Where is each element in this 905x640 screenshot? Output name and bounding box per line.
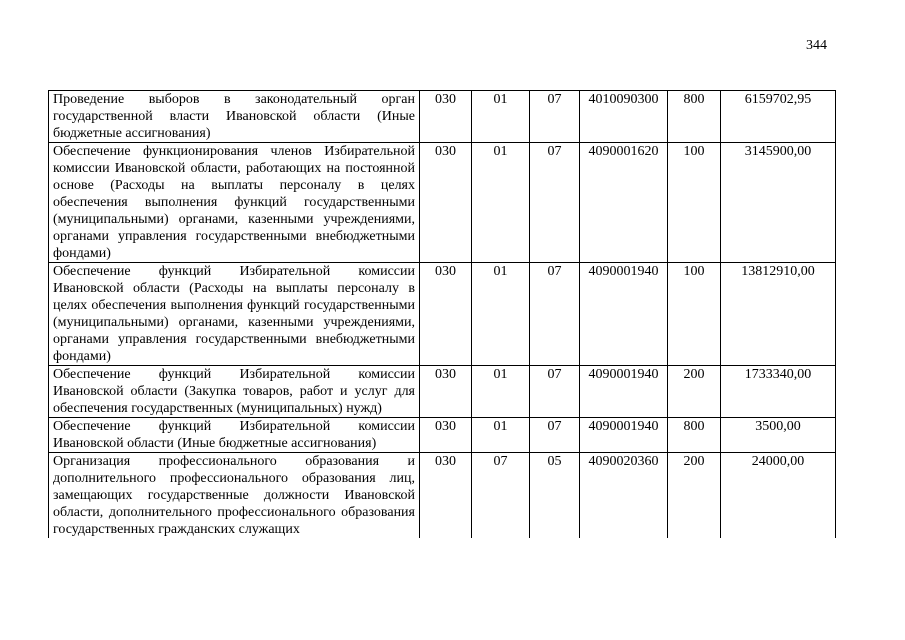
- section-code: 01: [472, 366, 530, 418]
- section-code: 01: [472, 263, 530, 366]
- expense-type-code: 800: [668, 91, 721, 143]
- subsection-code: 05: [530, 453, 580, 539]
- section-code: 07: [472, 453, 530, 539]
- row-description: Проведение выборов в законодательный орган государственной власти Ивановской области (Иные бюджетные ассигнования): [49, 91, 420, 143]
- table-row: [49, 263, 836, 366]
- subsection-code: 07: [530, 366, 580, 418]
- row-description: Обеспечение функций Избирательной комиссии Ивановской области (Закупка товаров, работ и услуг для обеспечения государственных (муниципальных) нужд): [49, 366, 420, 418]
- target-article-code: 4090020360: [580, 453, 668, 539]
- table-row: [49, 453, 836, 539]
- target-article-code: 4090001940: [580, 263, 668, 366]
- expense-type-code: 100: [668, 263, 721, 366]
- row-description: Обеспечение функций Избирательной комиссии Ивановской области (Расходы на выплаты персоналу в целях обеспечения выполнения функций государственными (муниципальными) органами, казенными учреждениями, органами управления государственными внебюджетными фондами): [49, 263, 420, 366]
- subsection-code: 07: [530, 91, 580, 143]
- admin-code: 030: [420, 263, 472, 366]
- table-row: [49, 143, 836, 263]
- admin-code: 030: [420, 366, 472, 418]
- section-code: 01: [472, 91, 530, 143]
- amount: 6159702,95: [721, 91, 836, 143]
- target-article-code: 4090001940: [580, 366, 668, 418]
- expense-type-code: 200: [668, 366, 721, 418]
- expense-type-code: 800: [668, 418, 721, 453]
- page-number: 344: [806, 38, 827, 53]
- admin-code: 030: [420, 453, 472, 539]
- amount: 13812910,00: [721, 263, 836, 366]
- table-row: [49, 418, 836, 453]
- row-description-text: Организация профессионального образования и дополнительного профессионального образования лиц, замещающих государственные должности Ивановской области, дополнительного профессионального образования государственных гражданских служащих: [53, 454, 415, 537]
- amount: 24000,00: [721, 453, 836, 539]
- amount: 3145900,00: [721, 143, 836, 263]
- target-article-code: 4010090300: [580, 91, 668, 143]
- subsection-code: 07: [530, 418, 580, 453]
- expense-type-code: 200: [668, 453, 721, 539]
- section-code: 01: [472, 418, 530, 453]
- amount: 3500,00: [721, 418, 836, 453]
- admin-code: 030: [420, 143, 472, 263]
- subsection-code: 07: [530, 143, 580, 263]
- target-article-code: 4090001620: [580, 143, 668, 263]
- table-row: [49, 91, 836, 143]
- row-description: Обеспечение функций Избирательной комиссии Ивановской области (Иные бюджетные ассигнования): [49, 418, 420, 453]
- target-article-code: 4090001940: [580, 418, 668, 453]
- table-row: [49, 366, 836, 418]
- row-description: [49, 453, 420, 539]
- budget-table: [48, 90, 836, 538]
- row-description: Обеспечение функционирования членов Избирательной комиссии Ивановской области, работающих на постоянной основе (Расходы на выплаты персоналу в целях обеспечения выполнения функций государственными (муниципальными) органами, казенными учреждениями, органами управления государственными внебюджетными фондами): [49, 143, 420, 263]
- admin-code: 030: [420, 418, 472, 453]
- section-code: 01: [472, 143, 530, 263]
- amount: 1733340,00: [721, 366, 836, 418]
- expense-type-code: 100: [668, 143, 721, 263]
- admin-code: 030: [420, 91, 472, 143]
- subsection-code: 07: [530, 263, 580, 366]
